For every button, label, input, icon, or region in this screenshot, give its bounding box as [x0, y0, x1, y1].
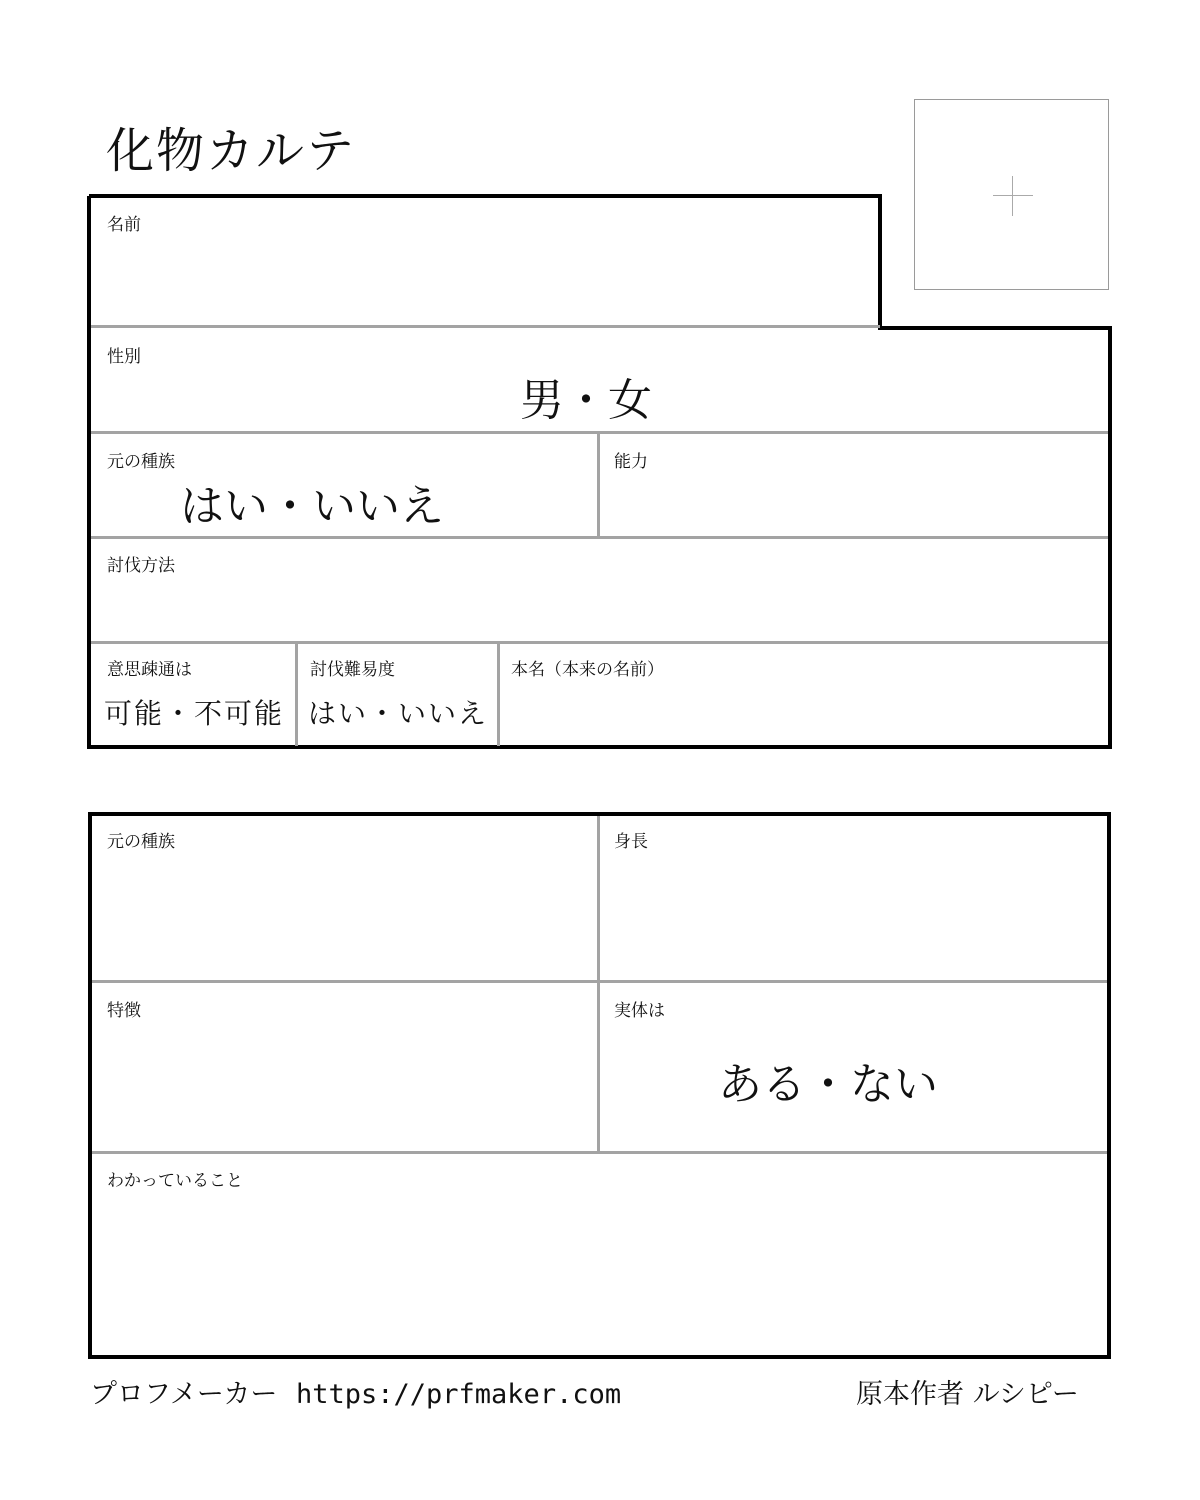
gender-options[interactable]: 男・女 — [520, 375, 652, 426]
origin2-field[interactable] — [93, 855, 595, 977]
divider — [597, 433, 600, 537]
footer-maker — [90, 1372, 621, 1411]
difficulty-options[interactable]: はい・いいえ — [308, 697, 489, 730]
divider — [597, 816, 600, 1152]
divider — [295, 643, 298, 746]
features-field[interactable] — [93, 1025, 595, 1149]
name-label: 名前 — [107, 215, 141, 235]
divider — [91, 325, 880, 328]
footer-author: 原本作者 ルシピー — [856, 1379, 1079, 1410]
name-field[interactable] — [92, 240, 877, 324]
ability-field[interactable] — [602, 475, 1107, 533]
features-label: 特徴 — [107, 1001, 141, 1021]
gender-label: 性別 — [107, 347, 141, 367]
page-title: 化物カルテ — [106, 123, 357, 179]
ability-label: 能力 — [614, 452, 648, 472]
height-field[interactable] — [602, 855, 1105, 977]
divider — [91, 641, 1108, 644]
height-label: 身長 — [614, 832, 648, 852]
maker-label: プロフメーカー — [90, 1379, 278, 1410]
comm-options[interactable]: 可能・不可能 — [104, 697, 285, 730]
difficulty-label: 討伐難易度 — [310, 660, 395, 680]
entity-options[interactable]: ある・ない — [718, 1059, 938, 1110]
maker-url[interactable]: https://prfmaker.com — [295, 1379, 622, 1410]
divider — [497, 643, 500, 746]
origin-options[interactable]: はい・いいえ — [180, 481, 444, 532]
entity-label: 実体は — [614, 1001, 665, 1021]
realname-field[interactable] — [502, 682, 1107, 744]
method-label: 討伐方法 — [107, 556, 175, 576]
origin2-label: 元の種族 — [107, 832, 175, 852]
known-label: わかっていること — [107, 1171, 243, 1191]
known-field[interactable] — [93, 1195, 1105, 1355]
origin-label: 元の種族 — [107, 452, 175, 472]
comm-label: 意思疎通は — [107, 660, 192, 680]
realname-label: 本名（本来の名前） — [511, 660, 664, 680]
method-field[interactable] — [92, 580, 1107, 638]
